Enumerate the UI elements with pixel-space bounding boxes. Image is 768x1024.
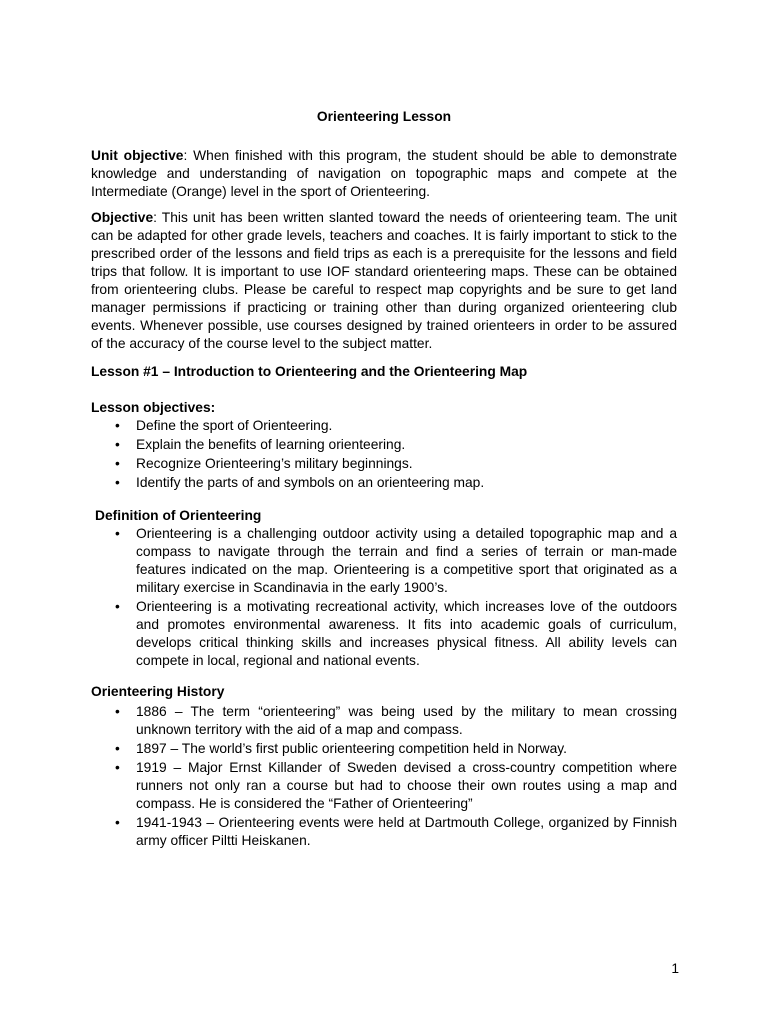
list-item: • Recognize Orienteering’s military beginnings. (91, 455, 677, 473)
list-item: • 1897 – The world’s first public orienteering competition held in Norway. (91, 740, 677, 758)
list-item: • 1941-1943 – Orienteering events were held at Dartmouth College, organized by Finnish army officer Piltti Heiskanen. (91, 814, 677, 850)
lesson-heading: Lesson #1 – Introduction to Orienteering and the Orienteering Map (91, 364, 528, 379)
list-item: • 1919 – Major Ernst Killander of Sweden devised a cross-country competition where runners not only ran a course but had to choose their own routes using a map and compass. He is considered the “Father of Orienteering” (91, 759, 677, 813)
page-title: Orienteering Lesson (316, 109, 452, 124)
history-heading: Orienteering History (91, 684, 225, 699)
unit-objective-label: Unit objective (91, 148, 184, 163)
objective-text: : This unit has been written slanted toward the needs of orienteering team. The unit can be adapted for other grade levels, teachers and coaches. It is fairly important to stick to the prescribed order of the lessons and field trips as each is a prerequisite for the lessons and field trips that follow. It is important to use IOF standard orienteering maps. These can be obtained from orienteering clubs. Please be careful to respect map copyrights and be sure to get land manager permissions if practicing or training other than during organized orienteering club events. Whenever possible, use courses designed by trained orienteers in order to be assured of the accuracy of the course level to the subject matter. (91, 210, 677, 351)
lesson-objectives-list (91, 417, 677, 492)
page-number: 1 (671, 961, 679, 976)
list-item: • Orienteering is a challenging outdoor activity using a detailed topographic map and a compass to navigate through the terrain and find a series of terrain or man-made features indicated on the map. Orienteering is a competitive sport that originated as a military exercise in Scandinavia in the early 1900’s. (91, 525, 677, 597)
definition-list (91, 525, 677, 670)
page-content (91, 108, 677, 851)
objective-paragraph (91, 209, 677, 353)
list-item: • Define the sport of Orienteering. (91, 417, 677, 435)
unit-objective-paragraph (91, 147, 677, 201)
definition-heading: Definition of Orienteering (95, 508, 262, 523)
lesson-objectives-heading: Lesson objectives: (91, 400, 216, 415)
unit-objective-text: : When finished with this program, the student should be able to demonstrate knowledge and understanding of navigation on topographic maps and compete at the Intermediate (Orange) level in the sport of Orienteering. (91, 148, 677, 199)
list-item: • Identify the parts of and symbols on an orienteering map. (91, 474, 677, 492)
list-item: • Orienteering is a motivating recreational activity, which increases love of the outdoors and promotes environmental awareness. It fits into academic goals of curriculum, develops critical thinking skills and increases physical fitness. All ability levels can compete in local, regional and national events. (91, 598, 677, 670)
list-item: • 1886 – The term “orienteering” was being used by the military to mean crossing unknown territory with the aid of a map and compass. (91, 703, 677, 739)
history-list (91, 703, 677, 850)
list-item: • Explain the benefits of learning orienteering. (91, 436, 677, 454)
objective-label: Objective (91, 210, 154, 225)
